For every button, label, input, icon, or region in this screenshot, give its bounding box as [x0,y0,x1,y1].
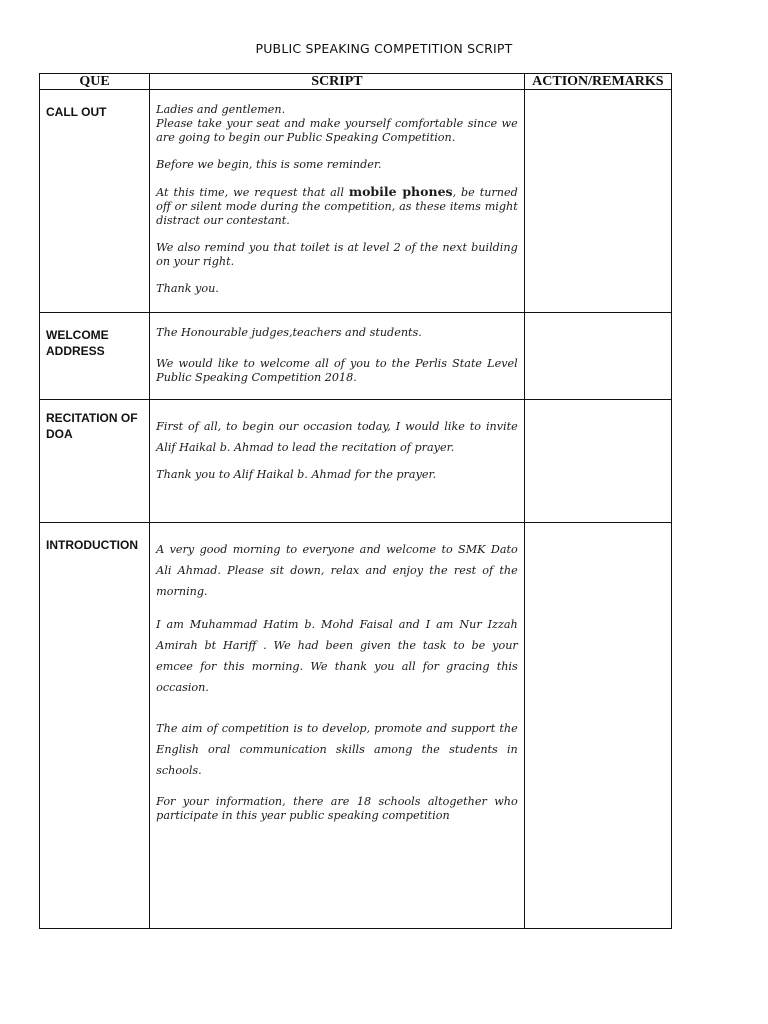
script-text-segment: , be turned off or silent mode during the competition, as these items might distract our contestant. [156,186,518,227]
script-text-segment: At this time, we request that all [156,186,349,199]
header-action-remarks: ACTION/REMARKS [524,74,671,90]
script-paragraph: We would like to welcome all of you to the Perlis State Level Public Speaking Competition 2018. [156,357,518,384]
table-header-row [40,74,672,90]
script-paragraph: The aim of competition is to develop, promote and support the English oral communication skills among the students in schools. [156,722,518,777]
cue-label-call-out: CALL OUT [46,105,107,119]
script-paragraph: Please take your seat and make yourself comfortable since we are going to begin our Public Speaking Competition. [156,117,518,144]
header-script: SCRIPT [150,74,525,90]
script-cell [150,400,525,523]
script-text-call-out [150,90,524,296]
remarks-cell [524,313,671,400]
cue-label-recitation-of-doa: RECITATION OF DOA [46,411,138,441]
script-line: Ladies and gentlemen. [156,103,286,116]
script-table [39,73,672,929]
emphasis-mobile-phones: mobile phones [348,184,453,199]
script-paragraph: I am Muhammad Hatim b. Mohd Faisal and I am Nur Izzah Amirah bt Hariff . We had been given the task to be your emcee for this morning. We thank you all for gracing this occasion. [156,618,518,694]
script-paragraph: Thank you to Alif Haikal b. Ahmad for the prayer. [156,468,437,481]
script-paragraph [156,185,518,228]
script-paragraph: We also remind you that toilet is at level 2 of the next building on your right. [156,241,518,268]
script-cell [150,523,525,929]
remarks-cell [524,523,671,929]
cue-label-welcome-address: WELCOME ADDRESS [46,328,109,358]
script-text-recitation [150,400,524,485]
script-paragraph: For your information, there are 18 schools altogether who participate in this year public speaking competition [156,795,518,822]
table-row [40,523,672,929]
cue-cell [40,90,150,313]
script-paragraph: A very good morning to everyone and welcome to SMK Dato Ali Ahmad. Please sit down, relax and enjoy the rest of the morning. [156,543,518,598]
cue-cell [40,400,150,523]
script-paragraph: First of all, to begin our occasion today, I would like to invite Alif Haikal b. Ahmad to lead the recitation of prayer. [156,420,518,454]
script-text-introduction [150,523,524,823]
script-paragraph: Thank you. [156,282,219,295]
script-cell [150,313,525,400]
header-cue: QUE [40,74,150,90]
script-paragraph: Before we begin, this is some reminder. [156,158,382,171]
remarks-cell [524,90,671,313]
cue-label-introduction: INTRODUCTION [46,538,138,552]
document-title: PUBLIC SPEAKING COMPETITION SCRIPT [255,41,513,56]
remarks-cell [524,400,671,523]
table-row [40,400,672,523]
cue-cell [40,313,150,400]
script-text-welcome-address [150,313,524,385]
table-row [40,90,672,313]
script-cell [150,90,525,313]
script-paragraph: The Honourable judges,teachers and students. [156,326,422,339]
table-row [40,313,672,400]
cue-cell [40,523,150,929]
